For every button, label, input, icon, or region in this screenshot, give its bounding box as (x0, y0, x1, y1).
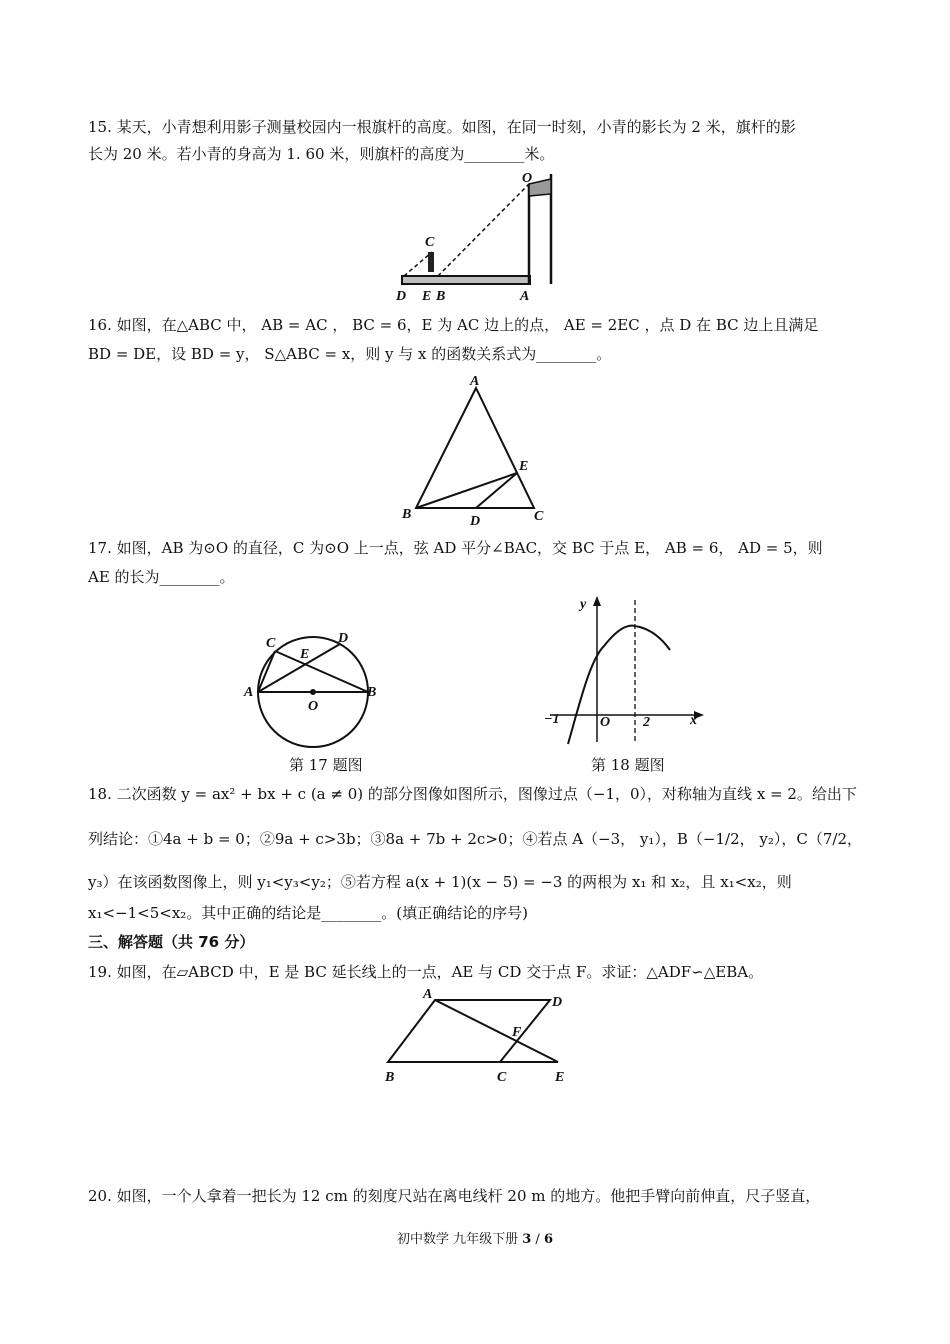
q18-label-neg1: −1 (544, 712, 560, 727)
page-footer (0, 1228, 950, 1247)
q19-label-E: E (555, 1070, 565, 1085)
q16-label-E: E (519, 459, 529, 474)
q17-caption: 第 17 题图 (289, 756, 363, 774)
q18-text-line4: x₁<−1<5<x₂。其中正确的结论是________。(填正确结论的序号) (88, 904, 529, 922)
q18-label-y: y (580, 597, 587, 612)
q18-label-2: 2 (643, 715, 650, 730)
q16-label-B: B (402, 507, 412, 522)
q17-label-E: E (300, 647, 310, 662)
q17-text-line1: 17. 如图，AB 为⊙O 的直径，C 为⊙O 上一点，弦 AD 平分∠BAC，交 BC 于点 E， AB = 6， AD = 5，则 (88, 539, 823, 557)
q17-label-C: C (266, 636, 276, 651)
q15-figure (392, 166, 562, 306)
q19-label-D: D (552, 995, 563, 1010)
q18-label-O: O (600, 715, 611, 730)
q17-label-A: A (244, 685, 254, 700)
q16-text-line1: 16. 如图，在△ABC 中， AB = AC ， BC = 6，E 为 AC 边上的点， AE = 2EC ，点 D 在 BC 边上且满足 (88, 316, 819, 334)
section-3-heading: 三、解答题（共 76 分） (88, 933, 255, 951)
footer-page-total: 6 (543, 1232, 553, 1247)
q16-label-A: A (470, 374, 480, 389)
q15-label-O: O (522, 171, 533, 186)
q18-text-line2: 列结论：①4a + b = 0；②9a + c>3b；③8a + 7b + 2c>0；④若点 A（−3， y₁），B（−1/2， y₂），C（7/2， (88, 830, 863, 848)
q16-text-line2: BD = DE，设 BD = y， S△ABC = x，则 y 与 x 的函数关系式为________。 (88, 345, 612, 363)
q17-label-D: D (338, 631, 349, 646)
q15-label-B: B (436, 289, 446, 304)
q19-text-line1: 19. 如图，在▱ABCD 中，E 是 BC 延长线上的一点，AE 与 CD 交于点 F。求证：△ADF∽△EBA。 (88, 963, 764, 981)
q15-label-C: C (425, 235, 435, 250)
q17-figure (240, 626, 385, 752)
q15-label-E: E (422, 289, 432, 304)
q18-label-x: x (690, 713, 697, 728)
q15-text-line2: 长为 20 米。若小青的身高为 1. 60 米，则旗杆的高度为________米。 (88, 145, 555, 163)
q19-label-B: B (385, 1070, 395, 1085)
q17-label-B: B (367, 685, 377, 700)
q20-text-line1: 20. 如图，一个人拿着一把长为 12 cm 的刻度尺站在离电线杆 20 m 的地方。他把手臂向前伸直，尺子竖直， (88, 1187, 821, 1205)
q18-text-line3: y₃）在该函数图像上，则 y₁<y₃<y₂；⑤若方程 a(x + 1)(x − 5) = −3 的两根为 x₁ 和 x₂，且 x₁<x₂，则 (88, 873, 792, 891)
q15-label-A: A (520, 289, 530, 304)
q19-label-C: C (497, 1070, 507, 1085)
q19-figure (380, 986, 580, 1086)
q15-text-line1: 15. 某天，小青想利用影子测量校园内一根旗杆的高度。如图，在同一时刻，小青的影长为 2 米，旗杆的影 (88, 118, 796, 136)
footer-text: 初中数学 九年级下册 (396, 1232, 523, 1247)
q18-caption: 第 18 题图 (591, 756, 665, 774)
q16-label-D: D (470, 514, 481, 529)
footer-separator: / (531, 1232, 544, 1247)
q19-label-A: A (423, 987, 433, 1002)
q16-figure (398, 372, 558, 530)
q17-label-O: O (308, 699, 319, 714)
q17-text-line2: AE 的长为________。 (88, 568, 235, 586)
q18-figure (542, 592, 712, 750)
q18-text-line1: 18. 二次函数 y = ax² + bx + c (a ≠ 0) 的部分图像如图所示，图像过点（−1，0），对称轴为直线 x = 2。给出下 (88, 785, 857, 803)
q15-label-D: D (396, 289, 407, 304)
q19-label-F: F (512, 1025, 522, 1040)
footer-page-number: 3 (522, 1232, 532, 1247)
q16-label-C: C (534, 509, 544, 524)
